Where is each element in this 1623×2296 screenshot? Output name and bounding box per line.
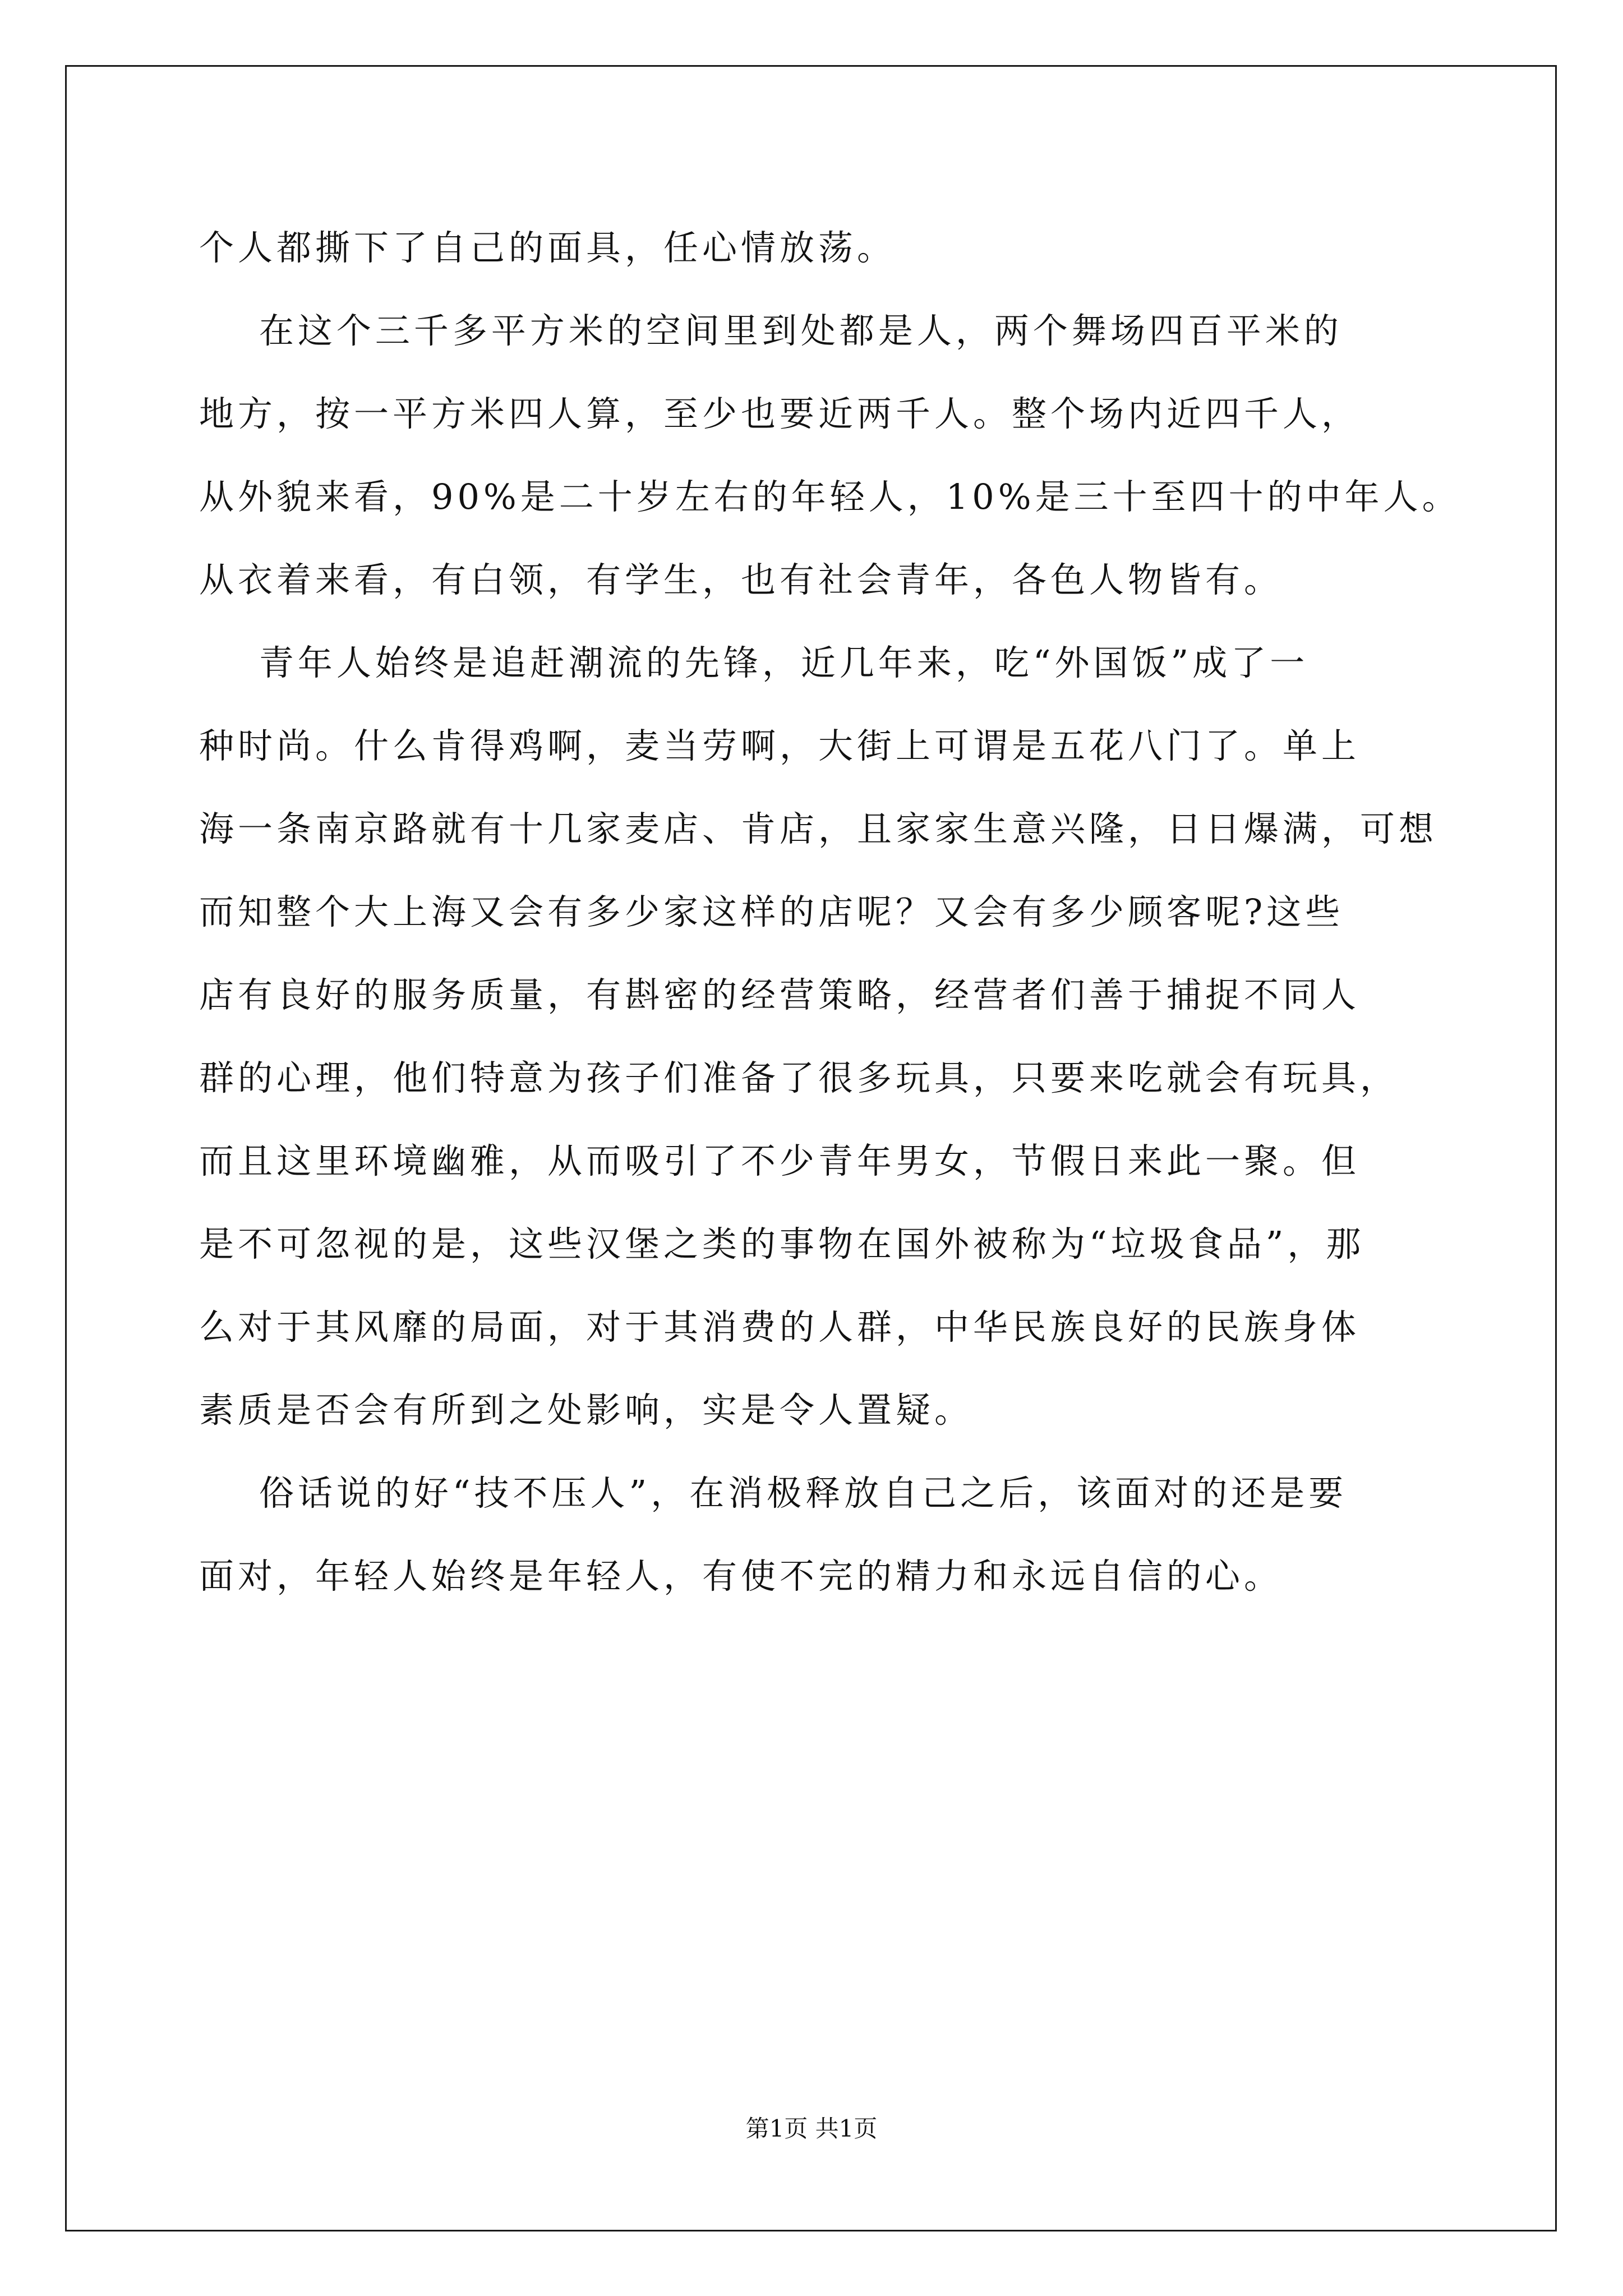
text-line: 青年人始终是追赶潮流的先锋，近几年来，吃“外国饭”成了一 xyxy=(199,642,1309,683)
text-line: 从外貌来看，90%是二十岁左右的年轻人，10%是三十至四十的中年人。 xyxy=(199,476,1461,517)
text-line: 而知整个大上海又会有多少家这样的店呢？又会有多少顾客呢?这些 xyxy=(199,891,1344,932)
text-line: 地方，按一平方米四人算，至少也要近两千人。整个场内近四千人， xyxy=(199,393,1361,434)
text-line: 在这个三千多平方米的空间里到处都是人，两个舞场四百平米的 xyxy=(199,310,1343,351)
text-line: 么对于其风靡的局面，对于其消费的人群，中华民族良好的民族身体 xyxy=(199,1306,1361,1347)
text-line: 是不可忽视的是，这些汉堡之类的事物在国外被称为“垃圾食品”，那 xyxy=(199,1223,1365,1264)
text-line: 而且这里环境幽雅，从而吸引了不少青年男女，节假日来此一聚。但 xyxy=(199,1140,1361,1181)
text-line: 海一条南京路就有十几家麦店、肯店，且家家生意兴隆，日日爆满，可想 xyxy=(199,808,1438,849)
document-body xyxy=(199,206,1489,1618)
page-number-footer: 第1页 共1页 xyxy=(745,2115,878,2142)
text-line: 店有良好的服务质量，有斟密的经营策略，经营者们善于捕捉不同人 xyxy=(199,974,1361,1015)
text-line: 种时尚。什么肯得鸡啊，麦当劳啊，大街上可谓是五花八门了。单上 xyxy=(199,725,1361,766)
text-line: 俗话说的好“技不压人”，在消极释放自己之后，该面对的还是要 xyxy=(199,1473,1348,1513)
text-line: 从衣着来看，有白领，有学生，也有社会青年，各色人物皆有。 xyxy=(199,559,1283,600)
text-line: 群的心理，他们特意为孩子们准备了很多玩具，只要来吃就会有玩具， xyxy=(199,1057,1399,1098)
text-line: 素质是否会有所到之处影响，实是令人置疑。 xyxy=(199,1389,974,1430)
text-line: 面对，年轻人始终是年轻人，有使不完的精力和永远自信的心。 xyxy=(199,1556,1283,1596)
text-line: 个人都撕下了自己的面具，任心情放荡。 xyxy=(199,227,896,268)
